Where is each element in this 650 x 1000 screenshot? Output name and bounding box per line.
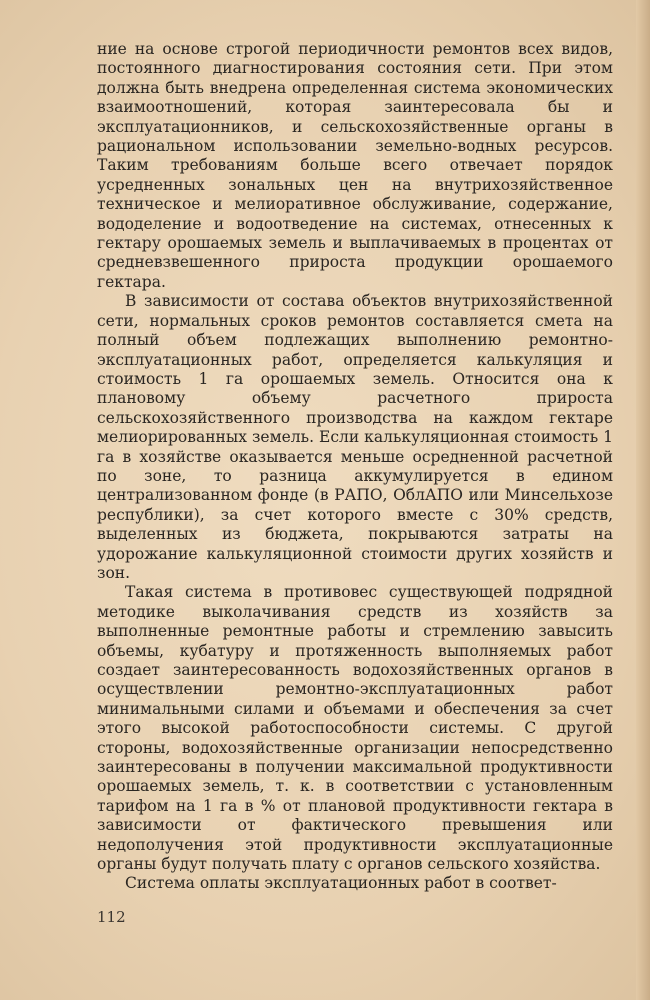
page-number: 112	[97, 908, 126, 926]
paragraph-4: Система оплаты эксплуатационных работ в соответ-	[125, 874, 557, 893]
body-text	[97, 40, 613, 894]
paragraph-2: В зависимости от состава объектов внутрихозяйственной сети, нормальных сроков ремонтов составляется смета на полный объем подлежащих выполнению ремонтно-эксплуатационных работ, определяется калькуляция и стоимость 1 га орошаемых земель. Относится она к плановому объему расчетного прироста сельскохозяйственного производства на каждом гектаре мелиорированных земель. Если калькуляционная стоимость 1 га в хозяйстве оказывается меньше осредненной расчетной по зоне, то разница аккумулируется в едином централизованном фонде (в РАПО, ОблАПО или Минсельхозе республики), за счет которого вместе с 30% средств, выделенных из бюджета, покрываются затраты на удорожание калькуляционной стоимости других хозяйств и зон.	[97, 292, 613, 582]
paragraph-3: Такая система в противовес существующей подрядной методике выколачивания средств из хозяйств за выполненные ремонтные работы и стремлению завысить объемы, кубатуру и протяженность выполняемых работ создает заинтересованность водохозяйственных органов в осуществлении ремонтно-эксплуатационных работ минимальными силами и объемами и обеспечения за счет этого высокой работоспособности системы. С другой стороны, водохозяйственные организации непосредственно заинтересованы в получении максимальной продуктивности орошаемых земель, т. к. в соответствии с установленным тарифом на 1 га в % от плановой продуктивности гектара в зависимости от фактического превышения или недополучения этой продуктивности эксплуатационные органы будут получать плату с органов сельского хозяйства.	[97, 583, 613, 874]
paragraph-1: ние на основе строгой периодичности ремонтов всех видов, постоянного диагностирования состояния сети. При этом должна быть внедрена определенная система экономических взаимоотношений, которая заинтересовала бы и эксплуатационников, и сельскохозяйственные органы в рациональном использовании земельно-водных ресурсов. Таким требованиям больше всего отвечает порядок усредненных зональных цен на внутрихозяйственное техническое и мелиоративное обслуживание, содержание, вододеление и водоотведение на системах, отнесенных к гектару орошаемых земель и выплачиваемых в процентах от средневзвешенного прироста продукции орошаемого гектара.	[97, 40, 613, 291]
page-edge	[636, 0, 650, 1000]
